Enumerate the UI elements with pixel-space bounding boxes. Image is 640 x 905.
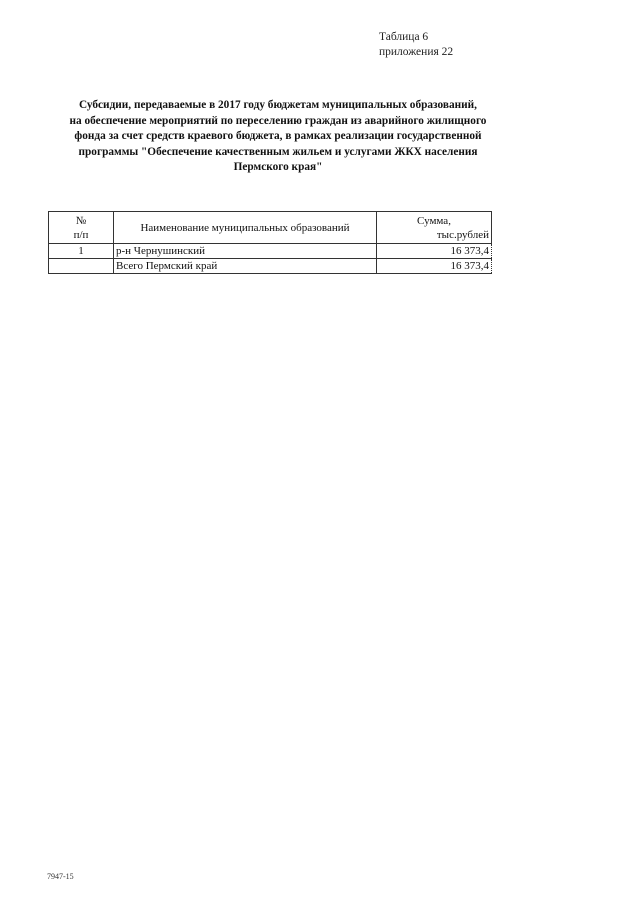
table-label: Таблица 6 — [379, 31, 429, 43]
row-number: 1 — [49, 244, 114, 259]
document-title — [38, 98, 518, 176]
row-municipality: Всего Пермский край — [114, 259, 377, 274]
subsidy-table — [48, 211, 492, 274]
title-line: Пермского края" — [233, 161, 323, 173]
appendix-label: приложения 22 — [379, 46, 454, 58]
row-municipality: р-н Чернушинский — [114, 244, 377, 259]
table-row-total — [49, 259, 492, 274]
row-sum: 16 373,4 — [377, 244, 492, 259]
title-line: Субсидии, передаваемые в 2017 году бюджетам муниципальных образований, — [79, 99, 477, 111]
table-header-row — [49, 212, 492, 244]
table-reference — [379, 30, 453, 60]
column-header-sum: Сумма, тыс.рублей — [377, 212, 492, 244]
row-sum: 16 373,4 — [377, 259, 492, 274]
column-header-number: № п/п — [49, 212, 114, 244]
title-line: программы "Обеспечение качественным жильем и услугами ЖКХ населения — [78, 145, 478, 158]
title-line: фонда за счет средств краевого бюджета, в рамках реализации государственной — [74, 130, 482, 142]
table-row — [49, 244, 492, 259]
row-number — [49, 259, 114, 274]
document-code: 7947-15 — [47, 872, 74, 881]
column-header-name: Наименование муниципальных образований — [114, 212, 377, 244]
title-line: на обеспечение мероприятий по переселению граждан из аварийного жилищного — [69, 114, 487, 127]
